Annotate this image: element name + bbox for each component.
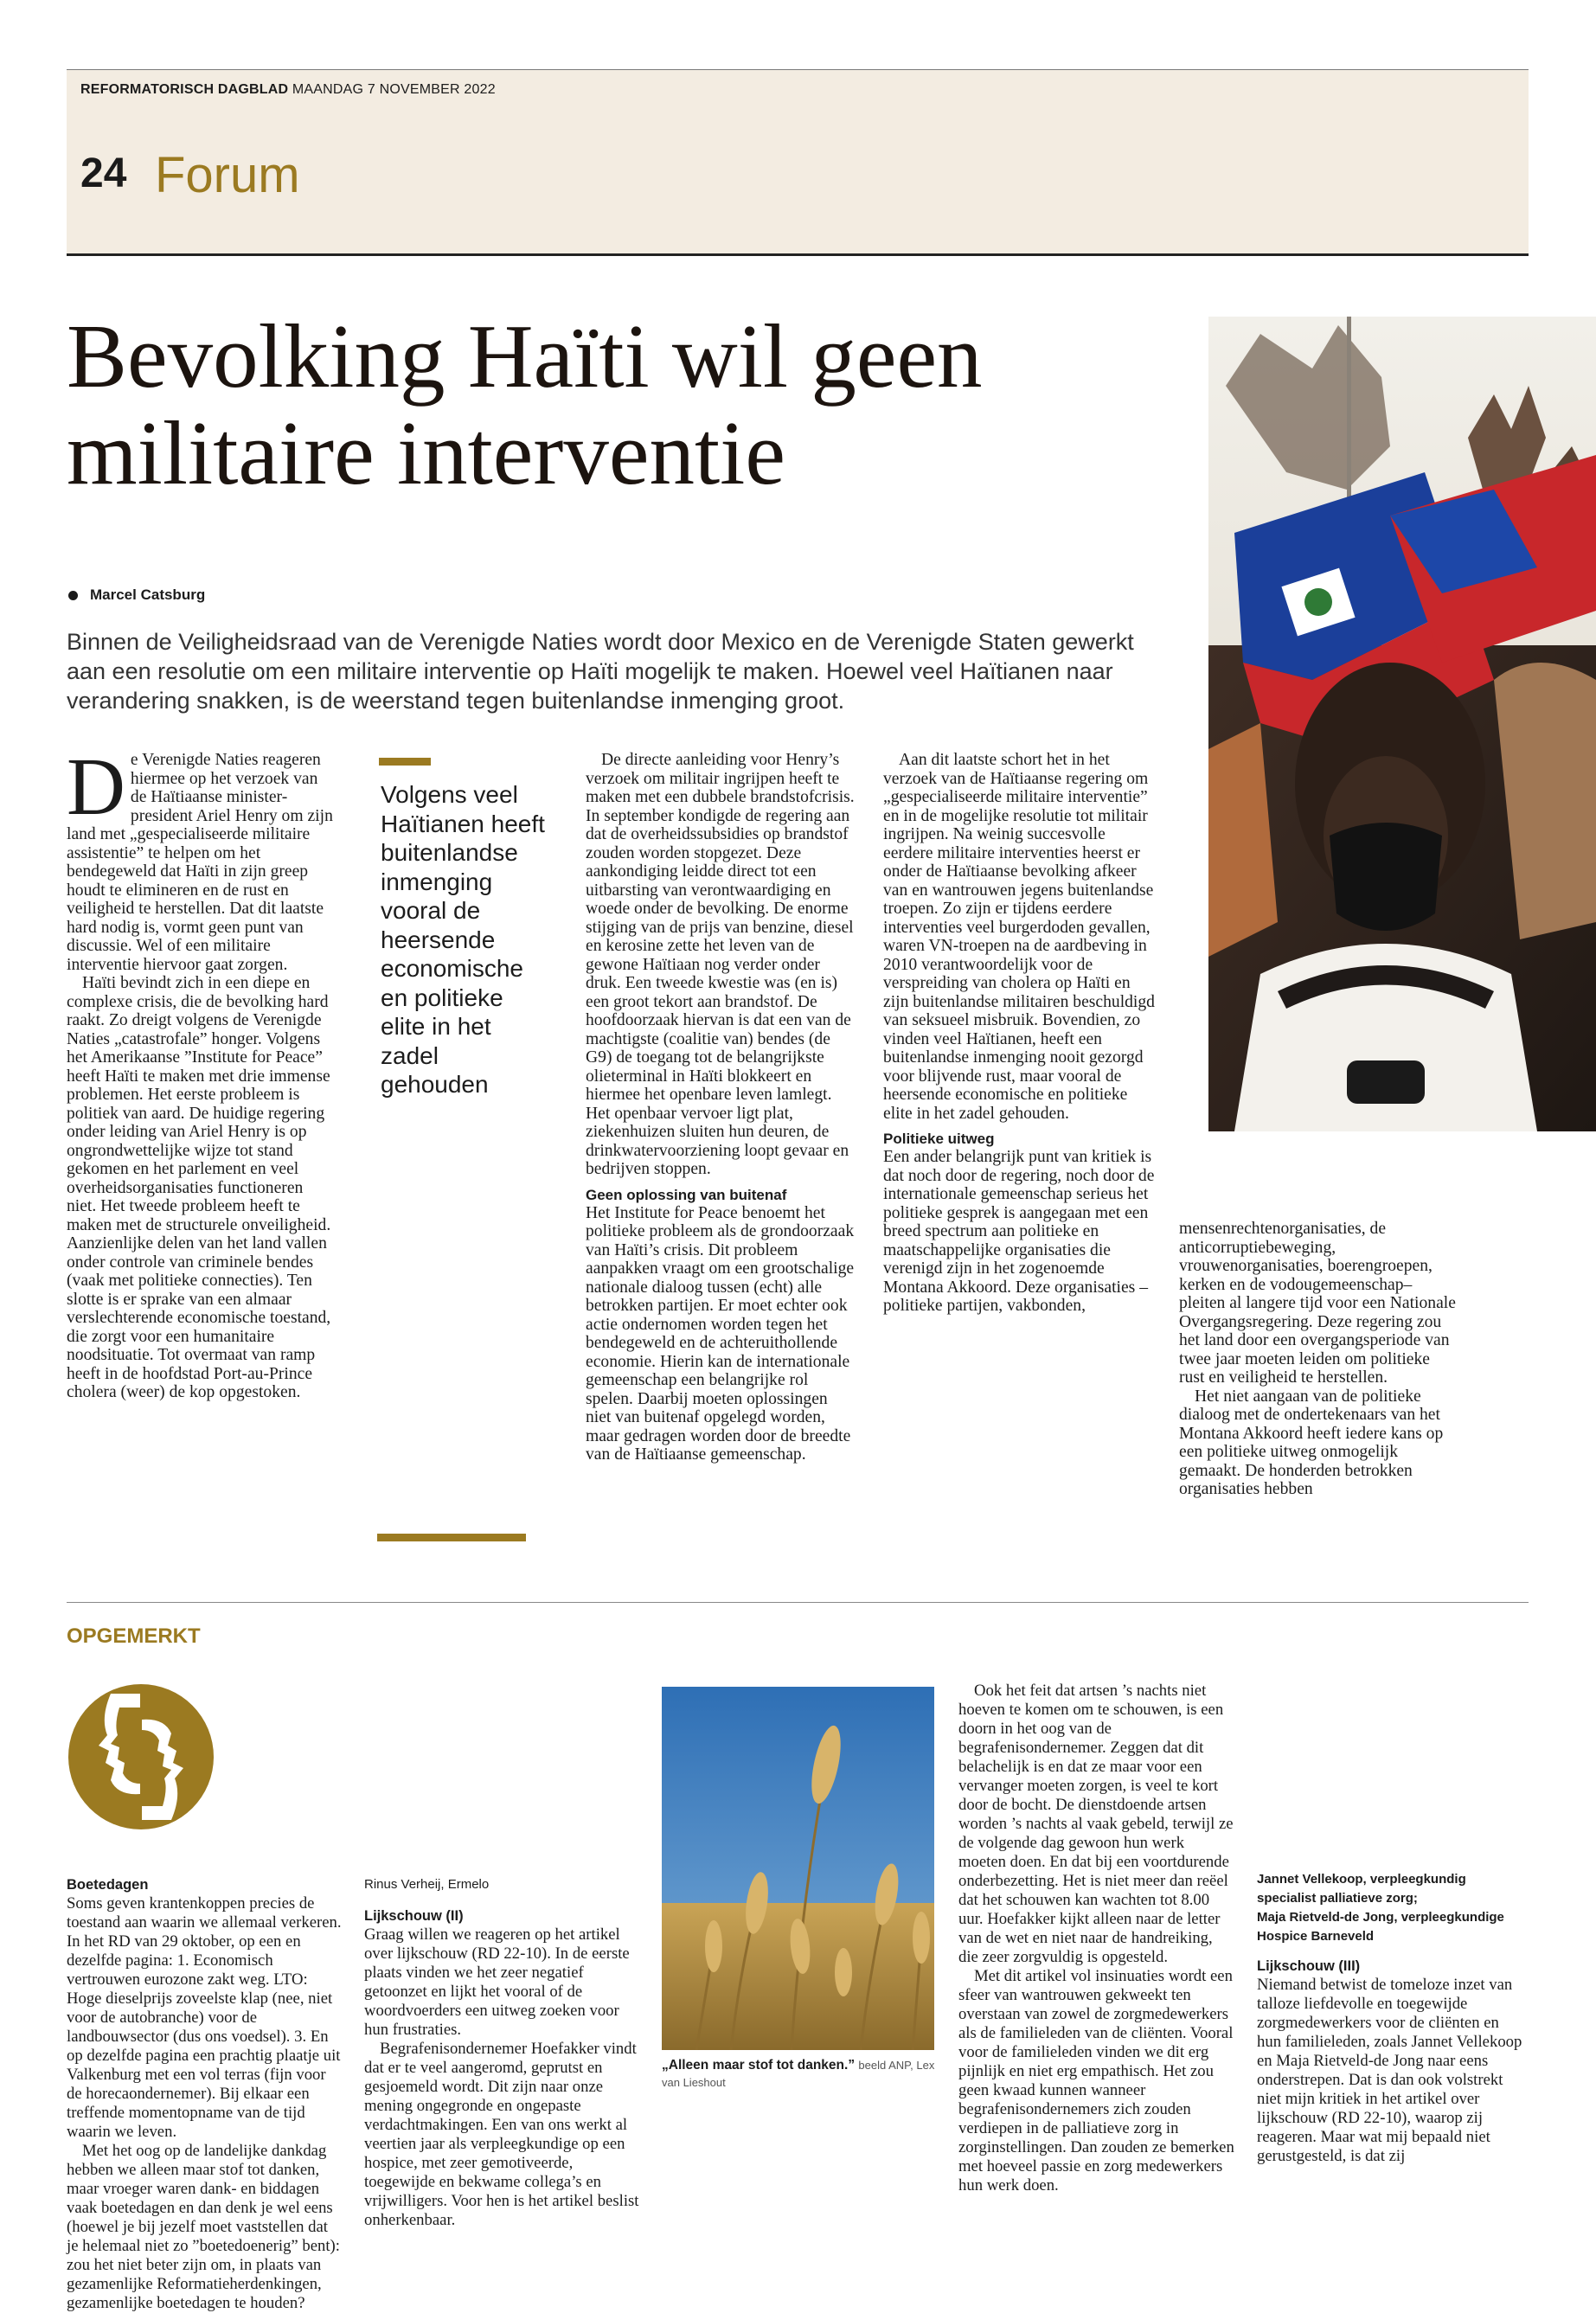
section-title: Forum — [155, 147, 300, 203]
paragraph-text: e Verenigde Naties reageren hiermee op het verzoek van de Haïtiaanse minister-president Ariel Henry om zijn land met „gespecialiseerde militaire assistentie” te helpen om het bendegeweld dat Haïti in zijn greep houdt te elimineren en de rust en veiligheid te herstellen. Dat dit laatste hard nodig is, vormt geen punt van discussie. Wel of een militaire interventie hiervoor gaat zorgen. — [67, 751, 333, 974]
article-paragraph: De directe aanleiding voor Henry’s verzoek om militair ingrijpen heeft te maken met een dubbele brandstofcrisis. In september kondigde de regering aan dat de overheidssubsidies op brandstof zouden worden stopgezet. Deze aankondiging leidde direct tot een uitbarsting van verontwaardiging en woede onder de bevolking. De enorme stijging van de prijs van benzine, diesel en kerosine zette het leven van de gewone Haïtiaan nog verder onder druk. Een tweede kwestie was (en is) een groot tekort aan brandstof. De hoofdoorzaak hiervan is dat een van de machtigste (coalitie van) bendes (de G9) de toegang tot de belangrijkste olieterminal in Haïti blokkeert en hiermee het openbare leven lamlegt. Het openbaar vervoer ligt plat, ziekenhuizen sluiten hun deuren, de drinkwatervoorziening loopt gevaar en bedrijven stoppen. — [586, 751, 855, 1178]
letter-signature — [1257, 1870, 1525, 1946]
signature-1: Jannet Vellekoop, verpleegkundig specialist palliatieve zorg; — [1257, 1872, 1466, 1906]
article-paragraph: Een ander belangrijk punt van kritiek is dat noch door de regering, noch door de internationale gemeenschap serieus het politieke gesprek is aangegaan met een breed spectrum aan politieke en maatschappelijke organisaties die verenigd zijn in het zogenoemde Montana Akkoord. Deze organisaties –politieke partijen, vakbonden, — [883, 1148, 1155, 1315]
letter-signature: Rinus Verheij, Ermelo — [364, 1877, 490, 1892]
section-divider — [67, 1602, 1529, 1603]
article-paragraph: Het Institute for Peace benoemt het politieke probleem als de grondoorzaak van Haïti’s crisis. Dit probleem aanpakken vraagt om een grootschalige nationale dialoog tussen (echt) alle betrokken partijen. Er moet echter ook actie ondernomen worden tegen het bendegeweld en de achteruithollende economie. Hierin kan de internationale gemeenschap een belangrijke rol spelen. Daarbij moeten oplossingen niet van buitenaf opgelegd worden, maar gedragen worden door de breedte van de Haïtiaanse gemeenschap. — [586, 1203, 855, 1464]
letter-paragraph: Begrafenisondernemer Hoefakker vindt dat er te veel aangeromd, geprutst en gesjoemeld wordt. Dit zijn naar onze mening ongegronde en ongepaste verdachtmakingen. Een van ons werkt al veertien jaar als verpleegkundige op een hospice, met zeer gemotiveerde, toegewijde en bekwame collega’s en vrijwilligers. Voor hen is het artikel beslist onherkenbaar. — [364, 2040, 639, 2229]
paper-name: REFORMATORISCH DAGBLAD — [80, 82, 289, 97]
quote-rule-top — [379, 758, 431, 766]
letter-paragraph: Ook het feit dat artsen ’s nachts niet hoeven te komen om te schouwen, is een doorn in het oog van de begrafenisondernemer. Zeggen dat dit belachelijk is en dat ze maar voor een vervanger moeten zorgen, is veel te kort door de bocht. De dienstdoende artsen worden ’s nachts al vaak gebeld, terwijl ze de volgende dag gewoon hun werk moeten doen. En dat bij een voortdurende onderbezetting. Het is niet meer dan reëel dat het schouwen kan wachten tot 8.00 uur. Hoefakker kijkt alleen naar de letter van de wet en niet naar de handreiking, die zeer zorgvuldig is opgesteld. — [958, 1682, 1234, 1966]
wheat-photo-image — [662, 1687, 934, 2050]
page-header — [67, 69, 1529, 256]
article-paragraph: Aan dit laatste schort het in het verzoek van de Haïtiaanse regering om „gespecialiseerde militaire interventie” en in de mogelijke resolutie tot militair ingrijpen. Na weinig succesvolle eerdere militaire interventies heerst er onder de Haïtiaanse bevolking afkeer van en wantrouwen jegens buitenlandse troepen. Zo zijn er tijdens eerdere interventies veel burgerdoden gevallen, waren VN-troepen na de aardbeving in 2010 verantwoordelijk voor de verspreiding van cholera op Haïti en zijn buitenlandse militairen beschuldigd van seksueel misbruik. Bovendien, zo vinden veel Haïtianen, heeft een buitenlandse inmenging nooit gezorgd voor blijvende rust, maar vooral de heersende economische en politieke elite in het zadel gehouden. — [883, 751, 1155, 1123]
letter-paragraph: Soms geven krantenkoppen precies de toestand aan waarin we allemaal verkeren. In het RD van 29 oktober, op een en dezelfde pagina: 1. Economisch vertrouwen eurozone zakt weg. LTO: Hoge dieselprijs zoveelste klap (nee, niet voor de autobranche) voor de landbouwsector (dus ons voedsel). 3. En op dezelfde pagina een prachtig plaatje uit Valkenburg met een vol terras (fijn voor de horecaondernemer). Bij elkaar een treffende momentopname van de tijd waarin we leven. — [67, 1894, 342, 2141]
article-paragraph: Het niet aangaan van de politieke dialoog met de ondertekenaars van het Montana Akkoord heeft iedere kans op een politieke uitweg onmogelijk gemaakt. De honderden betrokken organisaties hebben — [1179, 1387, 1444, 1498]
caption-text: „Alleen maar stof tot danken.” — [662, 2058, 856, 2073]
letter-title: Boetedagen — [67, 1877, 149, 1893]
drop-cap: D — [67, 742, 125, 832]
article-column-5 — [1179, 1220, 1456, 1499]
faces-logo-icon — [66, 1683, 216, 1830]
photo-caption — [662, 2057, 939, 2092]
wheat-photo — [662, 1687, 934, 2050]
article-paragraph — [67, 742, 333, 974]
issue-date: MAANDAG 7 NOVEMBER 2022 — [292, 82, 496, 97]
masthead-line — [80, 82, 496, 98]
author: Marcel Catsburg — [90, 586, 206, 603]
pull-quote: Volgens veel Haïtianen heeft buitenlandse inmenging vooral de heersende economische en politieke elite in het zadel gehouden — [381, 781, 545, 1098]
headline-line-1: Bevolking Haïti wil geen — [67, 305, 983, 407]
letter-column-4 — [1257, 1870, 1525, 2166]
letter-paragraph: Met dit artikel vol insinuaties wordt een sfeer van wantrouwen gekweekt ten overstaan van zowel de zorgmedewerkers als de familieleden van de cliënten. Vooral voor de familieleden vinden we dit erg pijnlijk en niet erg empathisch. Het zou geen kwaad kunnen wanneer begrafenisondernemers zich zouden verdiepen in de palliatieve zorg in zorginstellingen. Dan zouden ze bemerken met hoeveel passie en zorg medewerkers hun werk doen. — [958, 1967, 1234, 2194]
opgemerkt-logo-icon — [66, 1683, 216, 1830]
article-column-1 — [67, 742, 333, 1402]
article-lead: Binnen de Veiligheidsraad van de Verenigde Naties wordt door Mexico en de Verenigde Staten gewerkt aan een resolutie om een militaire interventie op Haïti mogelijk te maken. Hoewel veel Haïtianen naar verandering snakken, is de weerstand tegen buitenlandse inmenging groot. — [67, 629, 1134, 714]
letter-column-2 — [364, 1875, 643, 2230]
page-number: 24 — [80, 151, 127, 196]
subheading: Politieke uitweg — [883, 1131, 995, 1147]
protest-photo — [1208, 317, 1596, 1131]
article-headline — [67, 305, 1183, 503]
letter-paragraph: Graag willen we reageren op het artikel over lijkschouw (RD 22-10). In de eerste plaats vinden we het zeer negatief getoonzet en lijkt het vooral of de woordvoerders een uitweg zoeken voor hun frustraties. — [364, 1925, 630, 2039]
letter-title: Lijkschouw (III) — [1257, 1958, 1361, 1974]
byline — [67, 586, 205, 604]
letter-paragraph: Niemand betwist de tomeloze inzet van talloze liefdevolle en toegewijde zorgmedewerkers voor de cliënten en hun familieleden, zoals Jannet Vellekoop en Maja Rietveld-de Jong naar eens onderstrepen. Dat is dan ook volstrekt niet mijn kritiek in het artikel over lijkschouw (RD 22-10), waarop zij reageren. Maar wat mij bepaald niet gerustgesteld, is dat zij — [1257, 1976, 1522, 2165]
letter-column-1 — [67, 1875, 342, 2313]
bullet-icon — [68, 591, 78, 600]
article-column-4 — [883, 751, 1157, 1316]
subheading: Geen oplossing van buitenaf — [586, 1186, 787, 1203]
article-paragraph: Haïti bevindt zich in een diepe en complexe crisis, die de bevolking hard raakt. Zo dreigt volgens de Verenigde Naties „catastrofale” honger. Volgens het Amerikaanse ”Institute for Peace” heeft Haïti te maken met drie immense problemen. Het eerste probleem is politiek van aard. De huidige regering onder leiding van Ariel Henry is op ongrondwettelijke wijze tot stand gekomen en het parlement en veel overheidsorganisaties functioneren niet. Het tweede probleem heeft te maken met de structurele onveiligheid. Aanzienlijke delen van het land vallen onder controle van criminele bendes (vaak met politieke connecties). Ten slotte is er sprake van een almaar verslechterende economische toestand, die zorgt voor een humanitaire noodsituatie. Tot overmaat van ramp heeft in de hoofdstad Port-au-Prince cholera (weer) de kop opgestoken. — [67, 974, 331, 1401]
quote-rule-bottom — [377, 1534, 526, 1541]
letter-title: Lijkschouw (II) — [364, 1908, 464, 1924]
article-paragraph: mensenrechtenorganisaties, de anticorruptiebeweging, vrouwenorganisaties, boerengroepen, kerken en de vodougemeenschap– pleiten al langere tijd voor een Nationale Overgangsregering. Deze regering zou het land door een overgangsperiode van twee jaar moeten leiden om politieke rust en veiligheid te herstellen. — [1179, 1220, 1456, 1387]
headline-line-2: militaire interventie — [67, 402, 785, 503]
letter-column-3 — [958, 1682, 1235, 2195]
opgemerkt-title: OPGEMERKT — [67, 1624, 201, 1648]
article-column-3 — [586, 751, 856, 1464]
letter-paragraph: Met het oog op de landelijke dankdag hebben we alleen maar stof tot danken, maar vroeger waren dank- en biddagen vaak boetedagen en dan denk je wel eens (hoewel je bij jezelf moet vaststellen dat je helemaal niet zo ”boetedoenerig” bent): zou het niet beter zijn om, in plaats van gezamenlijke Reformatieherdenkingen, gezamenlijke boetedagen te houden? — [67, 2142, 340, 2312]
protest-photo-image — [1208, 317, 1596, 1131]
signature-2: Maja Rietveld-de Jong, verpleegkundige Hospice Barneveld — [1257, 1910, 1504, 1944]
photo-credit: beeld ANP, Lex van Lieshout — [662, 2059, 935, 2089]
